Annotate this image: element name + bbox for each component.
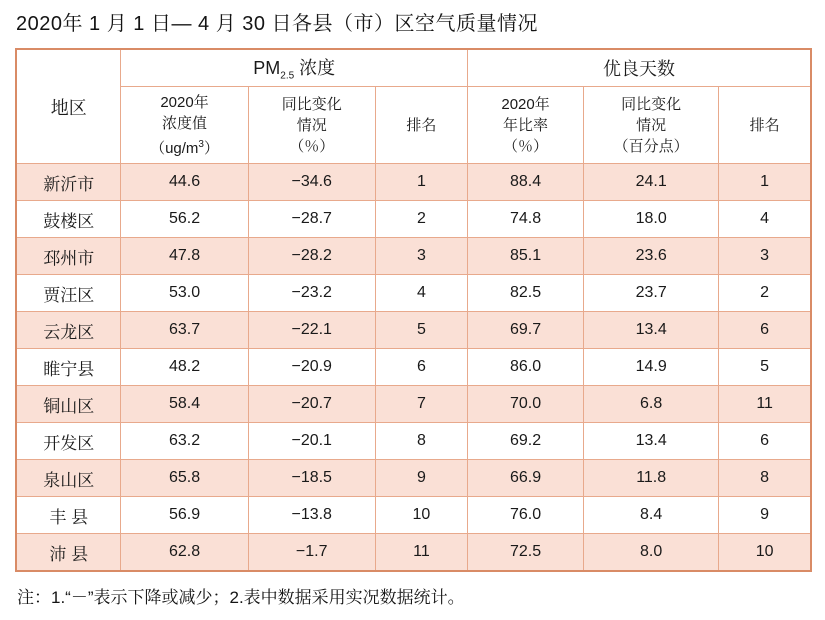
cell-days-rate: 85.1 [468,238,584,275]
cell-region: 丰 县 [16,497,121,534]
header-line-3: （％） [503,137,549,155]
cell-pm25-change: −22.1 [248,312,375,349]
table-row [16,423,811,460]
header-good-days-group: 优良天数 [468,49,811,87]
header-unit-tail: ） [203,139,219,157]
table-body [16,164,811,572]
cell-pm25-value: 44.6 [121,164,248,201]
cell-days-rank: 8 [719,460,811,497]
cell-days-rank: 10 [719,534,811,572]
cell-days-rate: 76.0 [468,497,584,534]
table-row [16,275,811,312]
cell-pm25-value: 53.0 [121,275,248,312]
cell-pm25-rank: 2 [375,201,467,238]
cell-region: 鼓楼区 [16,201,121,238]
header-line-3 [121,134,247,159]
cell-pm25-rank: 11 [375,534,467,572]
cell-pm25-value: 65.8 [121,460,248,497]
cell-region: 新沂市 [16,164,121,201]
table-header-group-row [16,49,811,87]
cell-days-rate: 69.7 [468,312,584,349]
cell-days-change: 6.8 [584,386,719,423]
cell-days-rate: 70.0 [468,386,584,423]
header-line-1: 2020年 [160,93,209,111]
header-line-3: （％） [289,137,335,155]
cell-pm25-value: 47.8 [121,238,248,275]
cell-pm25-change: −1.7 [248,534,375,572]
page-title: 2020年 1 月 1 日— 4 月 30 日各县（市）区空气质量情况 [16,13,539,35]
cell-days-change: 18.0 [584,201,719,238]
cell-pm25-rank: 4 [375,275,467,312]
cell-region: 沛 县 [16,534,121,572]
cell-region: 泉山区 [16,460,121,497]
table-header [16,49,811,164]
table-row [16,349,811,386]
cell-days-rate: 82.5 [468,275,584,312]
cell-days-change: 13.4 [584,423,719,460]
cell-pm25-change: −13.8 [248,497,375,534]
cell-days-rank: 6 [719,423,811,460]
cell-region: 云龙区 [16,312,121,349]
cell-days-change: 14.9 [584,349,719,386]
cell-pm25-value: 62.8 [121,534,248,572]
cell-days-change: 13.4 [584,312,719,349]
header-unit-superscript: 3 [198,138,204,150]
cell-pm25-value: 56.2 [121,201,248,238]
cell-pm25-rank: 3 [375,238,467,275]
header-pm25-value [121,87,248,164]
table-row [16,386,811,423]
cell-pm25-change: −18.5 [248,460,375,497]
header-pm25-rank: 排名 [375,87,467,164]
cell-pm25-rank: 5 [375,312,467,349]
cell-days-rate: 86.0 [468,349,584,386]
cell-pm25-rank: 8 [375,423,467,460]
air-quality-table [15,48,812,572]
cell-days-rate: 66.9 [468,460,584,497]
cell-days-rate: 74.8 [468,201,584,238]
cell-days-rank: 11 [719,386,811,423]
header-line-2: 年比率 [503,116,549,134]
header-days-rate [468,87,584,164]
header-line-1: 同比变化 [281,95,342,113]
header-unit-main: （ug/m [150,139,199,157]
cell-days-rate: 69.2 [468,423,584,460]
cell-pm25-rank: 10 [375,497,467,534]
cell-days-rank: 2 [719,275,811,312]
header-line-2: 浓度值 [162,114,208,132]
cell-pm25-change: −20.9 [248,349,375,386]
cell-days-rank: 1 [719,164,811,201]
cell-pm25-value: 63.2 [121,423,248,460]
cell-pm25-value: 48.2 [121,349,248,386]
header-line-1: 2020年 [501,95,550,113]
header-region: 地区 [16,49,121,164]
cell-region: 邳州市 [16,238,121,275]
cell-days-rank: 4 [719,201,811,238]
cell-pm25-value: 58.4 [121,386,248,423]
cell-days-change: 24.1 [584,164,719,201]
table-row [16,534,811,572]
cell-pm25-rank: 1 [375,164,467,201]
cell-days-rank: 9 [719,497,811,534]
cell-region: 开发区 [16,423,121,460]
table-row [16,201,811,238]
cell-region: 睢宁县 [16,349,121,386]
cell-days-rank: 5 [719,349,811,386]
table-row [16,497,811,534]
header-pm25-change [248,87,375,164]
cell-region: 贾汪区 [16,275,121,312]
header-days-rank: 排名 [719,87,811,164]
table-header-sub-row [16,87,811,164]
header-line-2: 情况 [296,116,327,134]
header-line-2: 情况 [636,116,667,134]
cell-days-change: 11.8 [584,460,719,497]
cell-days-rate: 72.5 [468,534,584,572]
header-line-3: （百分点） [613,137,689,155]
cell-pm25-change: −23.2 [248,275,375,312]
cell-days-rank: 6 [719,312,811,349]
table-row [16,312,811,349]
cell-days-rate: 88.4 [468,164,584,201]
cell-pm25-change: −20.7 [248,386,375,423]
table-row [16,238,811,275]
cell-days-change: 23.6 [584,238,719,275]
cell-pm25-value: 56.9 [121,497,248,534]
cell-pm25-change: −28.2 [248,238,375,275]
header-days-change [584,87,719,164]
cell-days-change: 8.0 [584,534,719,572]
table-footnote: 注：1.“－”表示下降或减少；2.表中数据采用实况数据统计。 [17,588,465,607]
cell-pm25-rank: 7 [375,386,467,423]
header-line-1: 同比变化 [621,95,682,113]
cell-days-rank: 3 [719,238,811,275]
cell-pm25-rank: 6 [375,349,467,386]
header-pm25-tail: 浓度 [294,58,336,79]
cell-pm25-value: 63.7 [121,312,248,349]
header-pm25-subscript: 2.5 [280,70,295,82]
cell-pm25-change: −28.7 [248,201,375,238]
cell-days-change: 23.7 [584,275,719,312]
cell-pm25-change: −20.1 [248,423,375,460]
header-pm25-label: PM [253,58,281,79]
cell-days-change: 8.4 [584,497,719,534]
cell-region: 铜山区 [16,386,121,423]
cell-pm25-change: −34.6 [248,164,375,201]
table-row [16,460,811,497]
header-pm25-group [121,49,468,87]
table-row [16,164,811,201]
cell-pm25-rank: 9 [375,460,467,497]
